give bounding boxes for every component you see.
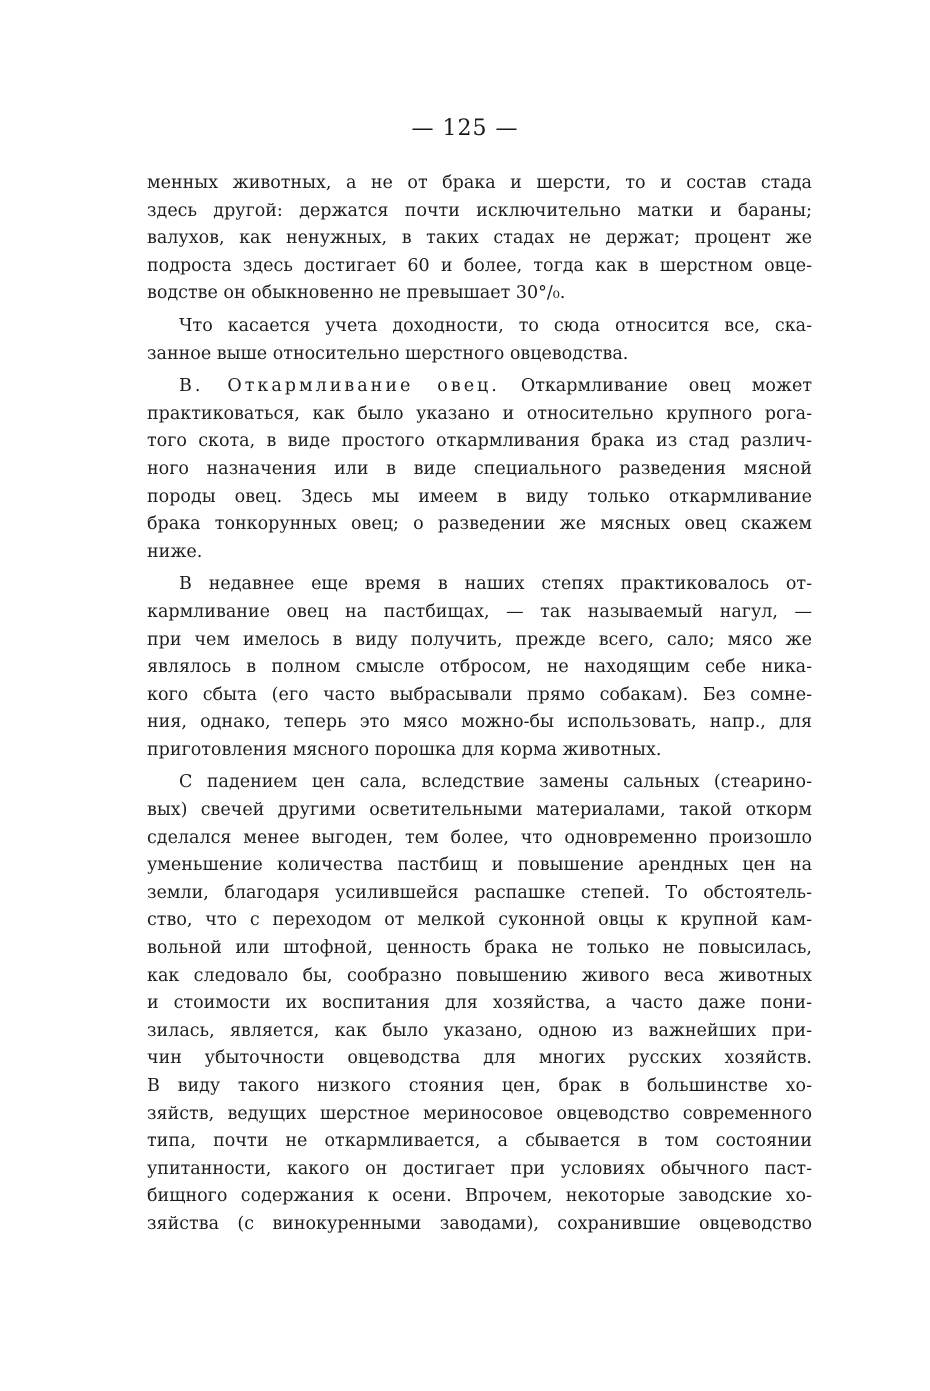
paragraph: [147, 313, 812, 368]
text-line: являлось в полном смысле отбросом, не находящим себе ника-: [147, 657, 812, 678]
text-line: чин убыточности овцеводства для многих русских хозяйств.: [147, 1048, 812, 1069]
text-line: брака тонкорунных овец; о разведении же мясных овец скажем: [147, 514, 812, 535]
paragraph: [147, 373, 812, 566]
text-line: уменьшение количества пастбищ и повышение арендных цен на: [147, 855, 812, 876]
text-line: менных животных, а не от брака и шерсти, то и состав стада: [147, 173, 812, 193]
section-heading: В. Откармливание овец.: [179, 376, 500, 397]
text-line: бищного содержания к осени. Впрочем, некоторые заводские хо-: [147, 1186, 812, 1207]
text-line: земли, благодаря усилившейся распашке степей. То обстоятель-: [147, 882, 812, 903]
text-line: В виду такого низкого стояния цен, брак в большинстве хо-: [147, 1076, 812, 1096]
paragraph: [147, 769, 812, 1238]
text-line: упитанности, какого он достигает при условиях обычного паст-: [147, 1158, 812, 1179]
page-number: — 125 —: [411, 116, 519, 141]
text-line: вых) свечей другими осветительными материалами, такой откорм: [147, 800, 812, 821]
text-line: кармливание овец на пастбищах, — так называемый нагул, —: [147, 601, 812, 622]
text-line: Что касается учета доходности, то сюда относится все, ска-: [179, 315, 812, 336]
body-text: [147, 170, 812, 1244]
text-line: [147, 373, 812, 401]
text-line: ния, однако, теперь это мясо можно-бы использовать, напр., для: [147, 712, 812, 733]
paragraph: [147, 571, 812, 764]
text-line: подроста здесь достигает 60 и более, тогда как в шерстном овце-: [147, 255, 812, 276]
text-line: ниже.: [147, 541, 203, 562]
text-line: ного назначения или в виде специального разведения мясной: [147, 458, 812, 479]
text-line: породы овец. Здесь мы имеем в виду только откармливание: [147, 486, 812, 507]
text-line: зяйства (с винокуренными заводами), сохранившие овцеводство: [147, 1213, 812, 1234]
text-line: при чем имелось в виду получить, прежде всего, сало; мясо же: [147, 629, 812, 650]
text-line: водстве он обыкновенно не превышает 30°/₀.: [147, 283, 566, 304]
text-line: того скота, в виде простого откармливания брака из стад различ-: [147, 431, 812, 452]
text-line: типа, почти не откармливается, а сбывается в том состоянии: [147, 1131, 812, 1152]
text-line: кого сбыта (его часто выбрасывали прямо собакам). Без сомне-: [147, 684, 812, 705]
text-line: зилась, является, как было указано, одною из важнейших при-: [147, 1020, 812, 1041]
text-line: и стоимости их воспитания для хозяйства, а часто даже пони-: [147, 993, 812, 1014]
text-line: вольной или штофной, ценность брака не только не повысилась,: [147, 938, 812, 959]
text-line: практиковаться, как было указано и относительно крупного рога-: [147, 403, 812, 424]
text-line: занное выше относительно шерстного овцеводства.: [147, 343, 629, 364]
paragraph: [147, 170, 812, 308]
text-line: здесь другой: держатся почти исключительно матки и бараны;: [147, 200, 812, 221]
text-line: зяйств, ведущих шерстное мериносовое овцеводство современного: [147, 1103, 812, 1124]
text-fragment: Откармливание овец может: [520, 376, 813, 397]
text-line: валухов, как ненужных, в таких стадах не держат; процент же: [147, 228, 812, 249]
text-line: как следовало бы, сообразно повышению живого веса животных: [147, 965, 812, 986]
text-line: ство, что с переходом от мелкой суконной овцы к крупной кам-: [147, 910, 812, 931]
text-line: В недавнее еще время в наших степях практиковалось от-: [179, 574, 812, 595]
text-line: приготовления мясного порошка для корма животных.: [147, 739, 662, 760]
text-line: С падением цен сала, вследствие замены сальных (стеарино-: [179, 772, 812, 793]
text-line: сделался менее выгоден, тем более, что одновременно произошло: [147, 827, 812, 848]
